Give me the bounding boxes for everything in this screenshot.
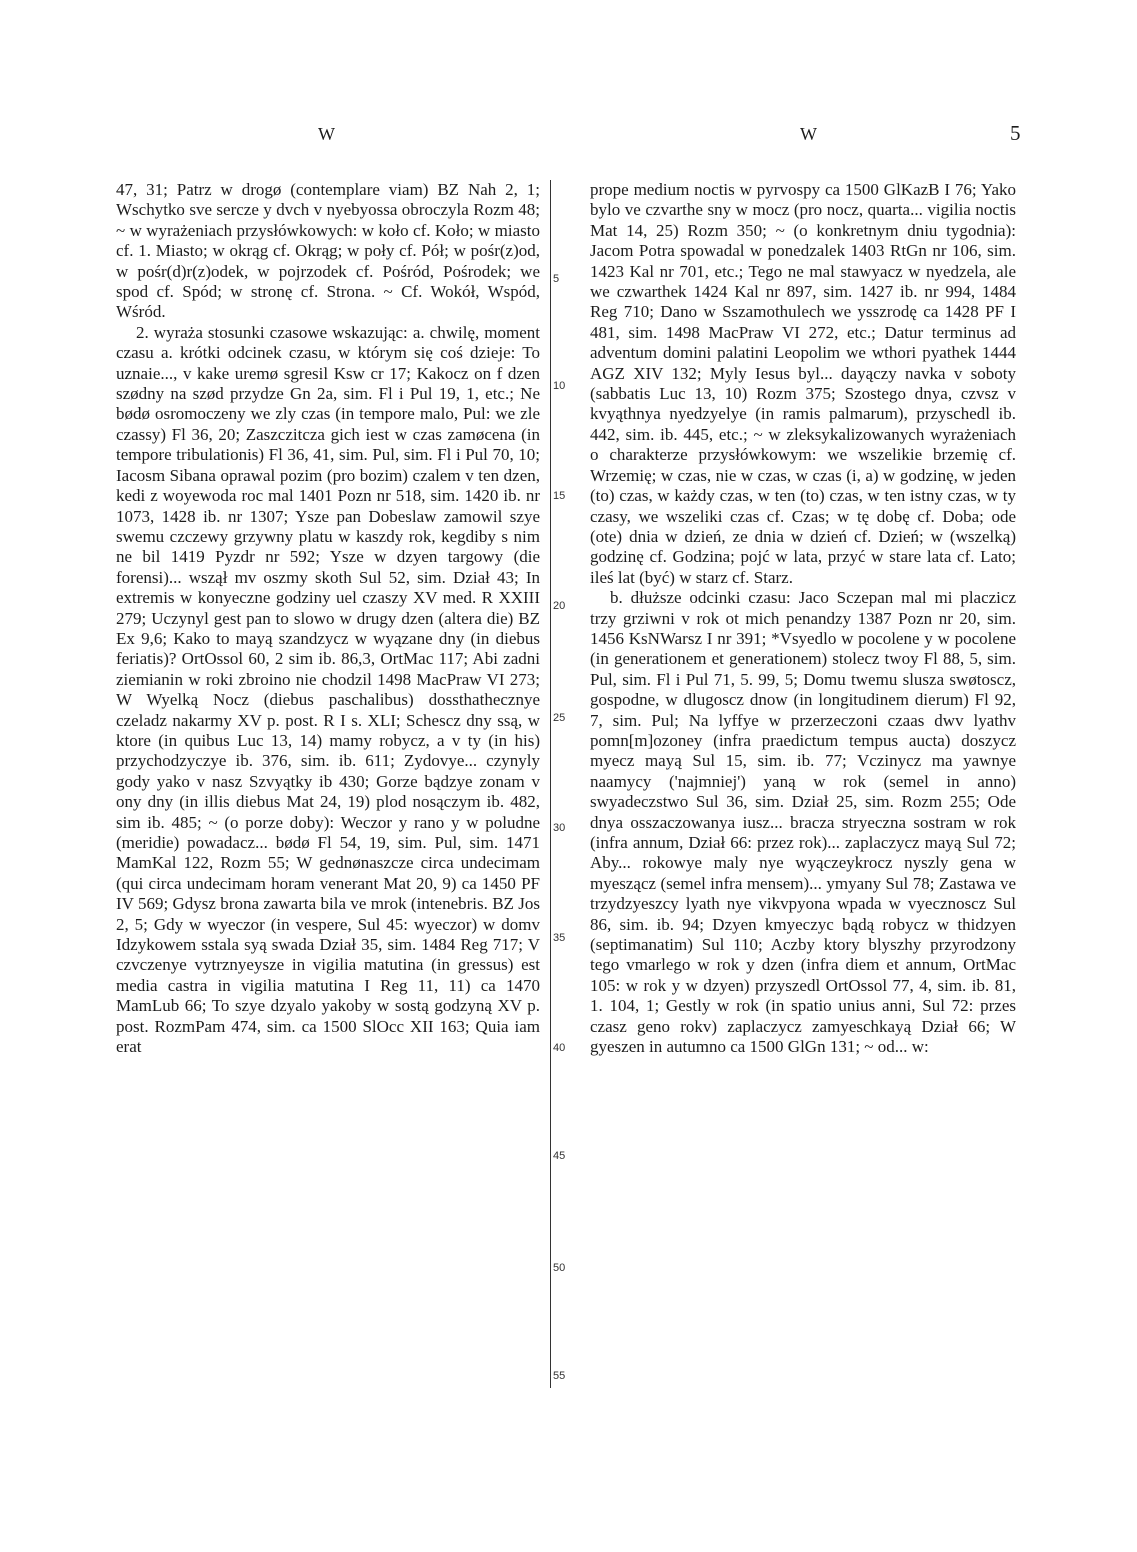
- line-number: 20: [553, 600, 566, 612]
- line-number: 15: [553, 490, 566, 502]
- left-paragraph-1: 47, 31; Patrz w drogø (contemplare viam) BZ Nah 2, 1; Wschytko sve sercze y dvch v nyebyossa obroczyla Rozm 48; ~ w wyrażeniach przysłówkowych: w koło cf. Koło; w miasto cf. 1. Miasto; w okrąg cf. Okrąg; w poły cf. Pół; w pośr(z)od, w pośr(d)r(z)odek, w pojrzodek cf. Pośród, Pośrodek; we spod cf. Spód; w stronę cf. Strona. ~ Cf. Wokół, Wspód, Wśród.: [116, 180, 540, 322]
- line-number: 55: [553, 1370, 566, 1382]
- line-number: 45: [553, 1150, 566, 1162]
- page-number: 5: [1010, 121, 1021, 145]
- right-paragraph-2: b. dłuższe odcinki czasu: Jaco Sczepan mal mi placzicz trzy grziwni v rok ot mich penandzy 1387 Pozn nr 20, sim. 1456 KsNWarsz I nr 391; *Vsyedlo w pocolene y w pocolene (in generationem et generationem) stolecz twoy Fl 88, 5, sim. Pul, sim. Fl i Pul 71, 5. 99, 5; Domu twemu slusza swøtoscz, gospodne, w dlugoscz dnow (in longitudinem dierum) Fl 92, 7, sim. Pul; Na lyffye w przerzeczoni czaas dwv lyathv pomn[m]ozoney (infra praedictum tempus aucta) doszycz myecz mayą Sul 15, sim. ib. 77; Vczinycz ma yawnye naamycy ('najmniej') yaną w rok (semel in anno) swyadeczstwo Sul 36, sim. Dział 25, sim. Rozm 255; Ode dnya osszaczowanya iusz... bracza stryeczna sostram w rok (infra annum, Dział 66: przez rok)... zaplaczycz mayą Sul 72; Aby... rokowye maly nye wyączeykrocz nyszly gena w myeszącz (semel infra mensem)... ymyany Sul 78; Zastawa ve trzydzyeszcy lyath nye vikvpyona wpada w vyecznoscz Sul 86, sim. ib. 94; Dzyen kmyeczyc bądą robycz w thidzyen (septimanatim) Sul 110; Aczby ktory blyszhy przyrodzony tego vmarlego w rok y dzen (infra diem et annum, OrtMac 105: w rok y w dzyen) przyszedl OrtOssol 77, 4, sim. ib. 81, 1. 104, 1; Gestly w rok (in spatio unius anni, Sul 72: przes czasz geno rokv) zaplaczycz zamyeschkayą Dział 66; W gyeszen in autumno ca 1500 GlGn 131; ~ od... w:: [590, 588, 1016, 1057]
- line-number: 50: [553, 1262, 566, 1274]
- line-number: 35: [553, 932, 566, 944]
- line-number: 5: [553, 273, 560, 285]
- column-divider: [550, 180, 551, 1388]
- left-column: [116, 180, 540, 1057]
- line-number: 25: [553, 712, 566, 724]
- left-paragraph-2: 2. wyraża stosunki czasowe wskazując: a. chwilę, moment czasu a. krótki odcinek czasu, w którym się coś dzieje: To uznaie..., v kake uremø sgresil Ksw cr 17; Kakocz on f dzen szødny na szød przydze Gn 2a, sim. Fl i Pul 19, 1, etc.; Ne bødø osromoczeny we zly czas (in tempore malo, Pul: we zle czassy) Fl 36, 20; Zaszczitcza gich iest w czas zamøcena (in tempore tribulationis) Fl 36, 41, sim. Pul, sim. Fl i Pul 70, 10; Iacosm Sibana oprawal pozim (pro bozim) czalem v ten dzen, kedi z woyewoda roc mal 1401 Pozn nr 518, sim. 1420 ib. nr 1073, 1428 ib. nr 1307; Ysze pan Dobeslaw zamowil szye swemu czczewy grzywny platu w kaszdy rok, kegdiby s nim ne bil 1419 Pyzdr nr 592; Ysze w dzyen targowy (die forensi)... wszął mv oszmy skoth Sul 52, sim. Dział 43; In extremis w konyeczne godziny uel czaszy XV med. R XXIII 279; Uczynyl gest pan to slowo w drugy dzen (altera die) BZ Ex 9,6; Kako to mayą szandzycz w wyązane dny (in diebus feriatis)? OrtOssol 60, 2 sim ib. 86,3, OrtMac 117; Abi zadni ziemianin w roki zbroino nie chodzil 1498 MacPraw VI 273; W Wyelką Nocz (diebus paschalibus) dossthathecznye czeladz nakarmy XV p. post. R I s. XLI; Schescz dny ssą, w ktore (in quibus Luc 13, 14) mamy robycz, a v ty (in his) przychodzyczye ib. 376, sim. ib. 611; Zydovye... czynyly gody yako v nasz Szvyątky ib 430; Gorze bądzye zonam v ony dny (in illis diebus Mat 24, 19) plod nosączym ib. 482, sim ib. 485; ~ (o porze doby): Weczor y rano y w poludne (meridie) powadacz... bødø Fl 54, 19, sim. Pul, sim. 1471 MamKal 122, Rozm 55; W gednønaszcze circa undecimam (qui circa undecimam horam venerant Mat 20, 9) ca 1450 PF IV 569; Gdysz brona zawarta bila ve mrok (intenebris. BZ Jos 2, 5; Gdy w wyeczor (in vespere, Sul 45: wyeczor) w domv Idzykowem sstala syą swada Dział 35, sim. 1484 Reg 717; V czvczenye vytrznyeysze in vigilia matutina (in gressus) est media castra in vigilia matutina I Reg 11, 11) ca 1470 MamLub 66; To szye dzyalo yakoby w sostą godzyną XV p. post. RozmPam 474, sim. ca 1500 SlOcc XII 163; Quia iam erat: [116, 322, 540, 1057]
- page-header: [0, 121, 1137, 154]
- running-head-right: W: [800, 124, 817, 144]
- line-number: 30: [553, 822, 566, 834]
- running-head-left: W: [318, 124, 335, 144]
- line-number: 10: [553, 380, 566, 392]
- right-paragraph-1: prope medium noctis w pyrvospy ca 1500 GlKazB I 76; Yako bylo ve czvarthe sny w mocz (pro nocz, quarta... vigilia noctis Mat 14, 25) Rozm 350; ~ (o konkretnym dniu tygodnia): Jacom Potra spowadal w ponedzalek 1403 RtGn nr 106, sim. 1423 Kal nr 701, etc.; Tego ne mal stawyacz w nyedzela, ale we czwarthek 1424 Kal nr 897, sim. 1427 ib. nr 994, 1484 Reg 710; Dano w Sszamothulech we ysszrodę ca 1428 PF I 481, sim. 1498 MacPraw VI 272, etc.; Datur terminus ad adventum domini palatini Leopolim we wthori pyathek 1444 AGZ XIV 132; Myly Iesus byl... dayączy navka v soboty (sabbatis Luc 13, 10) Rozm 375; Szostego dnya, czvsz v kvyąthnya nyedzyelye (in ramis palmarum), przyschedl ib. 442, sim. ib. 445, etc.; ~ w zleksykalizowanych wyrażeniach o charakterze przysłówkowym: we wszelikie brzemię cf. Wrzemię; w czas, nie w czas, w czas (i, a) w godzinę, w jeden (to) czas, w każdy czas, w ten (to) czas, w ten istny czas, w ty czasy, we wszeliki czas cf. Czas; w tę dobę cf. Doba; ode (ote) dnia w dzień, ze dnia w dzień cf. Dzień; w (wszelką) godzinę cf. Godzina; pojć w lata, przyć w stare lata cf. Lato; ileś lat (być) w starz cf. Starz.: [590, 180, 1016, 587]
- line-number: 40: [553, 1042, 566, 1054]
- right-column: [590, 180, 1016, 1057]
